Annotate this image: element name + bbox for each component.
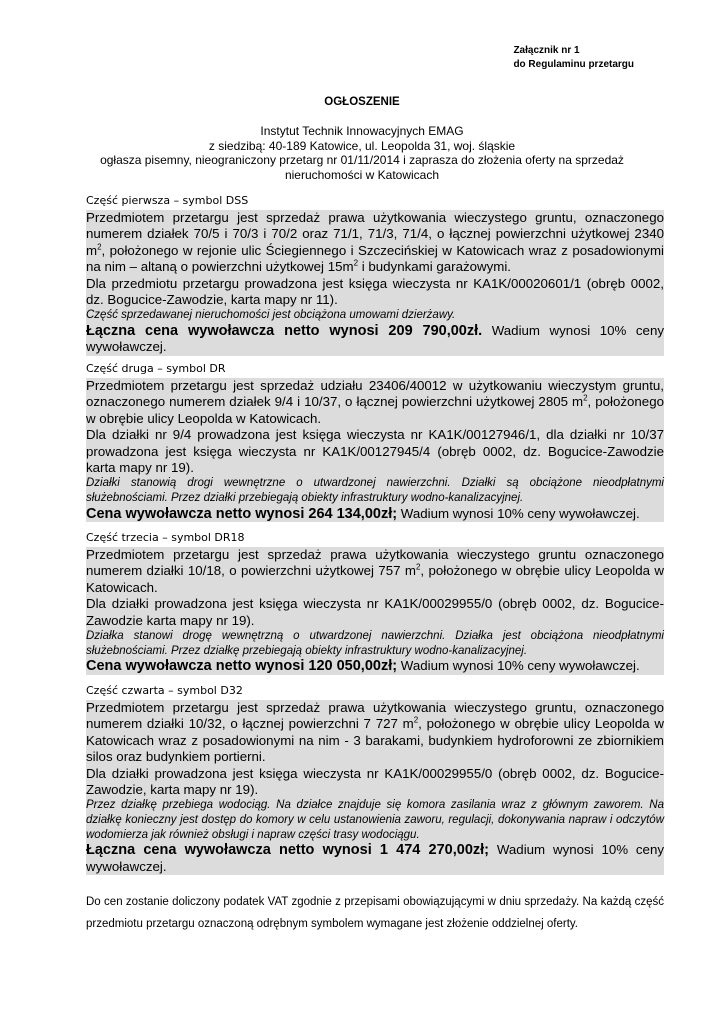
intro-line-1: Instytut Technik Innowacyjnych EMAG [260,124,464,138]
intro-block [86,124,638,182]
desc-part: Przedmiotem przetargu jest sprzedaż prawa użytkowania wieczystego gruntu, oznaczonego numerem działki 10/32, o łącznej powierzchni 7 727 m [86,700,664,732]
superscript: 2 [415,562,421,572]
encumbrance-note: Działki stanowią drogi wewnętrzne o utwardzonej nawierzchni. Działki są obciążone nieodpłatnymi służebnościami. Przez działki przebiegają obiekty infrastruktury wodno-kanalizacyjnej. [86,477,664,505]
superscript: 2 [413,715,419,725]
deposit-text: Wadium wynosi 10% ceny wywoławczej. [397,505,640,521]
desc-part: Przedmiotem przetargu jest sprzedaż prawa użytkowania wieczystego gruntu oznaczonego numerem działki 10/18, o powierzchni użytkowej 757 m [86,547,664,579]
land-register: Dla działki prowadzona jest księga wieczysta nr KA1K/00029955/0 (obręb 0002, dz. Bogucice-Zawodzie, karta mapy nr 19). [86,765,664,798]
intro-line-3: ogłasza pisemny, nieograniczony przetarg nr 01/11/2014 i zaprasza do złożenia oferty na sprzedaż [100,153,624,167]
section-dr18 [86,530,664,675]
annex-line-1: Załącznik nr 1 [513,45,580,56]
section-description [86,700,664,766]
encumbrance-note: Działka stanowi drogę wewnętrzną o utwardzonej nawierzchni. Działka jest obciążona nieodpłatnymi służebnościami. Przez działkę przebiegają obiekty infrastruktury wodno-kanalizacyjnej. [86,630,664,657]
price-bold: Cena wywoławcza netto wynosi 264 134,00zł; [86,505,398,522]
encumbrance-note: Przez działkę przebiega wodociąg. Na działce znajduje się komora zasilania wraz z głównym zaworem. Na działkę konieczny jest dostęp do komory w celu ustanowienia zaworu, regulacji, dokonywania napraw i odczytów wodomierza jak również obsługi i napraw części trasy wodociągu. [86,799,664,841]
price-bold: Cena wywoławcza netto wynosi 120 050,00zł; [86,658,398,675]
desc-part: , położonego w obrębie ulicy Leopolda w Katowicach. [86,394,664,426]
deposit-text: Wadium wynosi 10% ceny wywoławczej. [86,323,664,355]
land-register: Dla działki nr 9/4 prowadzona jest księga wieczysta nr KA1K/00127946/1, dla działki nr 10/37 prowadzona jest księga wieczysta nr KA1K/00127945/4 (obręb 0002, dz. Bogucice-Zawodzie karta mapy nr 19). [86,427,664,476]
annex-line-2: do Regulaminu przetargu [513,59,634,70]
section-description [86,547,664,596]
intro-line-4: nieruchomości w Katowicach [284,167,440,182]
section-label: Część druga – symbol DR [86,362,226,375]
land-register: Dla przedmiotu przetargu prowadzona jest księga wieczysta nr KA1K/00020601/1 (obręb 0002, dz. Bogucice-Zawodzie, karta mapy nr 11). [86,275,664,308]
section-d32 [86,683,664,875]
deposit-text: Wadium wynosi 10% ceny wywoławczej. [86,842,664,874]
section-label: Część trzecia – symbol DR18 [86,531,245,544]
price-bold: Łączna cena wywoławcza netto wynosi 209 790,00zł. [86,323,483,340]
section-description [86,378,664,427]
annex-note [513,44,634,72]
intro-line-2: z siedzibą: 40-189 Katowice, ul. Leopolda 31, woj. śląskie [208,138,516,153]
encumbrance-note: Część sprzedawanej nieruchomości jest obciążona umowami dzierżawy. [86,309,456,322]
desc-part: , położonego w obrębie ulicy Leopolda w Katowicach. [86,563,664,595]
price-line [86,506,664,522]
section-box [86,547,664,675]
desc-part: Przedmiotem przetargu jest sprzedaż prawa użytkowania wieczystego gruntu, oznaczonego numerem działek 70/5 i 70/3 i 70/2 oraz 71/1, 71/3, 71/4, o łącznej powierzchni użytkowej 2340 m [86,210,664,258]
deposit-text: Wadium wynosi 10% ceny wywoławczej. [397,658,640,674]
desc-part: , położonego w rejonie ulic Ściegiennego i Szczecińskiej w Katowicach wraz z posadowionymi na nim – altaną o powierzchni użytkowej 15m [86,242,664,275]
superscript: 2 [353,258,359,268]
desc-part: i budynkami garażowymi. [358,259,511,275]
land-register: Dla działki prowadzona jest księga wieczysta nr KA1K/00029955/0 (obręb 0002, dz. Bogucice-Zawodzie karta mapy nr 19). [86,596,664,628]
section-dr [86,361,664,522]
price-line [86,323,664,356]
section-description [86,210,664,276]
document-title: OGŁOSZENIE [324,96,400,108]
section-dss [86,193,664,356]
section-box [86,378,664,522]
price-line [86,658,664,674]
superscript: 2 [583,393,588,403]
section-box [86,210,664,356]
superscript: 2 [97,242,102,252]
vat-footer-note: Do cen zostanie doliczony podatek VAT zgodnie z przepisami obowiązującymi w dniu sprzedaży. Na każdą część przedmiotu przetargu oznaczoną odrębnym symbolem wymagane jest złożenie oddzielnej oferty. [86,896,664,930]
desc-part: Przedmiotem przetargu jest sprzedaż udziału 23406/40012 w użytkowaniu wieczystym gruntu, oznaczonego numerem działek 9/4 i 10/37, o łącznej powierzchni użytkowej 2805 m [86,378,664,410]
section-label: Część pierwsza – symbol DSS [86,194,249,207]
desc-part: , położonego w obrębie ulicy Leopolda w Katowicach wraz z posadowionymi na nim - 3 barakami, budynkiem hydroforowni ze zbiornikiem silos oraz budynkiem portierni. [86,716,664,765]
section-label: Część czwarta – symbol D32 [86,684,243,697]
section-box [86,700,664,875]
price-bold: Łączna cena wywoławcza netto wynosi 1 474 270,00zł; [86,842,489,859]
price-line [86,842,664,875]
